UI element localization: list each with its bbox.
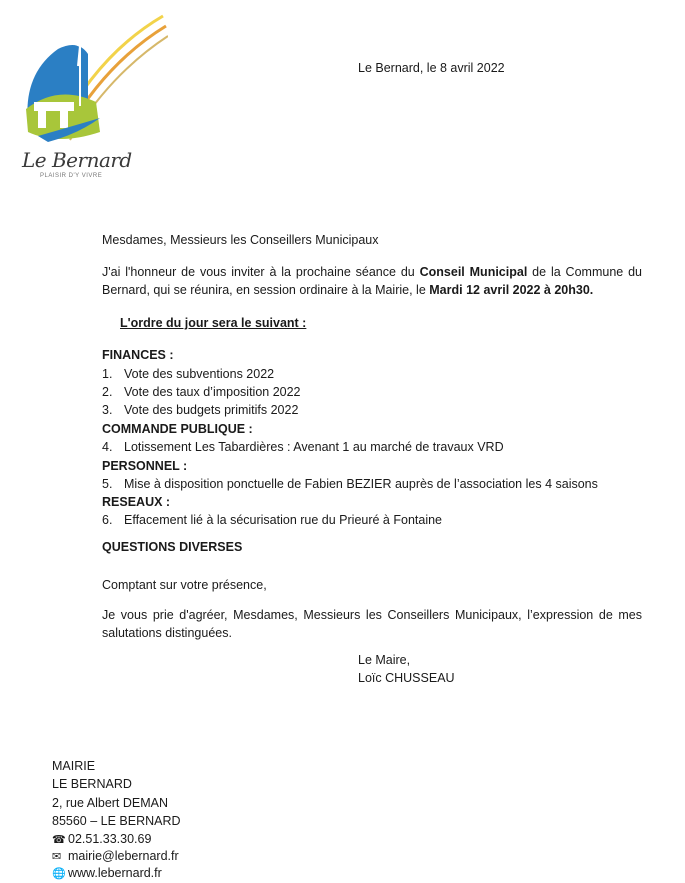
footer-address-1: 2, rue Albert DEMAN — [52, 796, 169, 810]
footer-town: LE BERNARD — [52, 777, 132, 791]
intro-text-2: de la Commune du Bernard, qui se réunira, en session ordinaire à la Mairie, le — [102, 265, 643, 297]
item-text: Lotissement Les Tabardières : Avenant 1 au marché de travaux VRD — [124, 440, 504, 454]
intro-text-1: J'ai l'honneur de vous inviter à la prochaine séance du — [102, 265, 420, 279]
agenda-item — [102, 367, 274, 381]
item-text: Mise à disposition ponctuelle de Fabien BEZIER auprès de l’association les 4 saisons — [124, 477, 598, 491]
intro-bold-date: Mardi 12 avril 2022 à 20h30. — [429, 283, 594, 297]
item-number: 2. — [102, 385, 113, 399]
section-title: FINANCES : — [102, 348, 174, 362]
envelope-icon: ✉ — [52, 851, 62, 863]
greeting: Mesdames, Messieurs les Conseillers Municipaux — [102, 233, 379, 247]
item-number: 4. — [102, 440, 113, 454]
item-text: Vote des subventions 2022 — [124, 367, 275, 381]
footer-website[interactable]: www.lebernard.fr — [68, 866, 162, 880]
item-text: Effacement lié à la sécurisation rue du Prieuré à Fontaine — [124, 513, 443, 527]
signature-role: Le Maire, — [358, 653, 411, 667]
phone-icon: ☎ — [52, 834, 66, 846]
item-number: 6. — [102, 513, 113, 527]
item-number: 5. — [102, 477, 113, 491]
footer-mairie: MAIRIE — [52, 759, 96, 773]
signature-name: Loïc CHUSSEAU — [358, 671, 455, 685]
footer-web-row — [52, 864, 162, 883]
date-line: Le Bernard, le 8 avril 2022 — [358, 61, 505, 75]
item-text: Vote des taux d’imposition 2022 — [124, 385, 301, 399]
closing-line: Comptant sur votre présence, — [102, 578, 267, 592]
intro-paragraph — [102, 263, 642, 299]
section-title: RESEAUX : — [102, 495, 171, 509]
agenda-item — [102, 385, 301, 399]
intro-bold-council: Conseil Municipal — [419, 265, 528, 279]
globe-icon: 🌐 — [52, 868, 66, 880]
item-number: 1. — [102, 367, 113, 381]
agenda-title: L'ordre du jour sera le suivant : — [120, 316, 307, 330]
section-title: QUESTIONS DIVERSES — [102, 540, 243, 554]
agenda-item — [102, 477, 598, 491]
logo-tagline: PLAISIR D'Y VIVRE — [40, 173, 103, 179]
agenda-item — [102, 440, 504, 454]
logo-name: Le Bernard — [22, 148, 132, 172]
footer-phone: 02.51.33.30.69 — [68, 832, 152, 846]
footer-email[interactable]: mairie@lebernard.fr — [68, 849, 179, 863]
footer-address-2: 85560 – LE BERNARD — [52, 814, 181, 828]
agenda-item — [102, 513, 442, 527]
section-title: COMMANDE PUBLIQUE : — [102, 422, 253, 436]
section-title: PERSONNEL : — [102, 459, 188, 473]
item-number: 3. — [102, 403, 113, 417]
item-text: Vote des budgets primitifs 2022 — [124, 403, 299, 417]
agenda-item — [102, 403, 298, 417]
respect-paragraph: Je vous prie d'agréer, Mesdames, Messieurs les Conseillers Municipaux, l’expression de mes salutations distinguées. — [102, 608, 642, 640]
